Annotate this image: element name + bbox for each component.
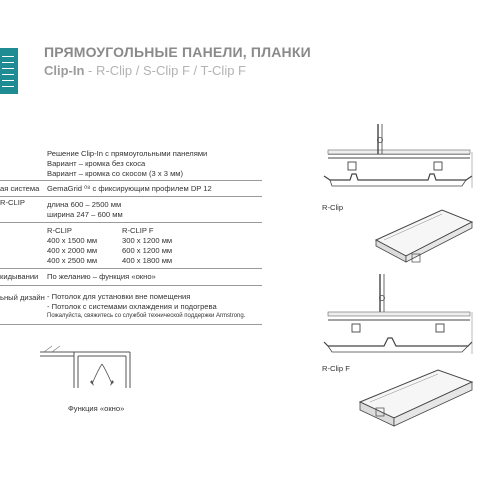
- size-cell: 400 x 2500 мм: [47, 256, 98, 265]
- row-label-system: ая система: [0, 184, 40, 193]
- rclipf-caption: R-Clip F: [322, 364, 350, 373]
- table-divider: [0, 180, 262, 181]
- size-cell: 400 x 2000 мм: [47, 246, 98, 255]
- size-cell: 600 x 1200 мм: [122, 246, 173, 255]
- window-function-diagram: [40, 344, 150, 394]
- subtitle-rest: - R-Clip / S-Clip F / T-Clip F: [84, 63, 246, 78]
- page-title: ПРЯМОУГОЛЬНЫЕ ПАНЕЛИ, ПЛАНКИ: [44, 44, 311, 60]
- brand-stripe-logo: [0, 48, 18, 94]
- size-cell: 400 x 1500 мм: [47, 236, 98, 245]
- row-value-length: длина 600 – 2500 мм: [47, 200, 122, 209]
- col-header-rclipf: R-CLIP F: [122, 226, 154, 235]
- row-note-contact: Пожалуйста, свяжитесь со службой технической поддержки Armstrong.: [47, 313, 246, 319]
- rclip-panel-3d: [372, 200, 476, 270]
- row-label-design: ьный дизайн: [0, 293, 45, 302]
- table-divider: [0, 222, 262, 223]
- page-subtitle: [44, 63, 246, 78]
- rclipf-section-diagram: [322, 272, 476, 362]
- table-divider: [0, 324, 262, 325]
- table-divider: [0, 285, 262, 286]
- row-value-window: По желанию – функция «окно»: [47, 272, 156, 281]
- table-divider: [0, 196, 262, 197]
- table-divider: [0, 268, 262, 269]
- size-cell: 300 x 1200 мм: [122, 236, 173, 245]
- row-value-outdoor: - Потолок для установки вне помещения: [47, 292, 191, 301]
- col-header-rclip: R-CLIP: [47, 226, 72, 235]
- row-value-cooling: - Потолок с системами охлаждения и подогрева: [47, 302, 217, 311]
- row-value-width: ширина 247 – 600 мм: [47, 210, 123, 219]
- row-value-system: GemaGrid ⁰⁸ с фиксирующим профилем DP 12: [47, 184, 212, 193]
- intro-line-3: Вариант – кромка со скосом (3 x 3 мм): [47, 169, 184, 178]
- row-label-rclip: R-CLIP: [0, 198, 25, 207]
- subtitle-main: Clip-In: [44, 63, 85, 78]
- row-label-tilt: кидывании: [0, 272, 39, 281]
- intro-line-2: Вариант – кромка без скоса: [47, 159, 146, 168]
- intro-line-1: Решение Clip-In с прямоугольными панелями: [47, 149, 208, 158]
- size-cell: 400 x 1800 мм: [122, 256, 173, 265]
- rclipf-panel-3d: [356, 362, 476, 436]
- rclip-caption: R-Clip: [322, 203, 344, 212]
- rclip-section-diagram: [322, 118, 476, 198]
- window-function-caption: Функция «окно»: [68, 404, 125, 413]
